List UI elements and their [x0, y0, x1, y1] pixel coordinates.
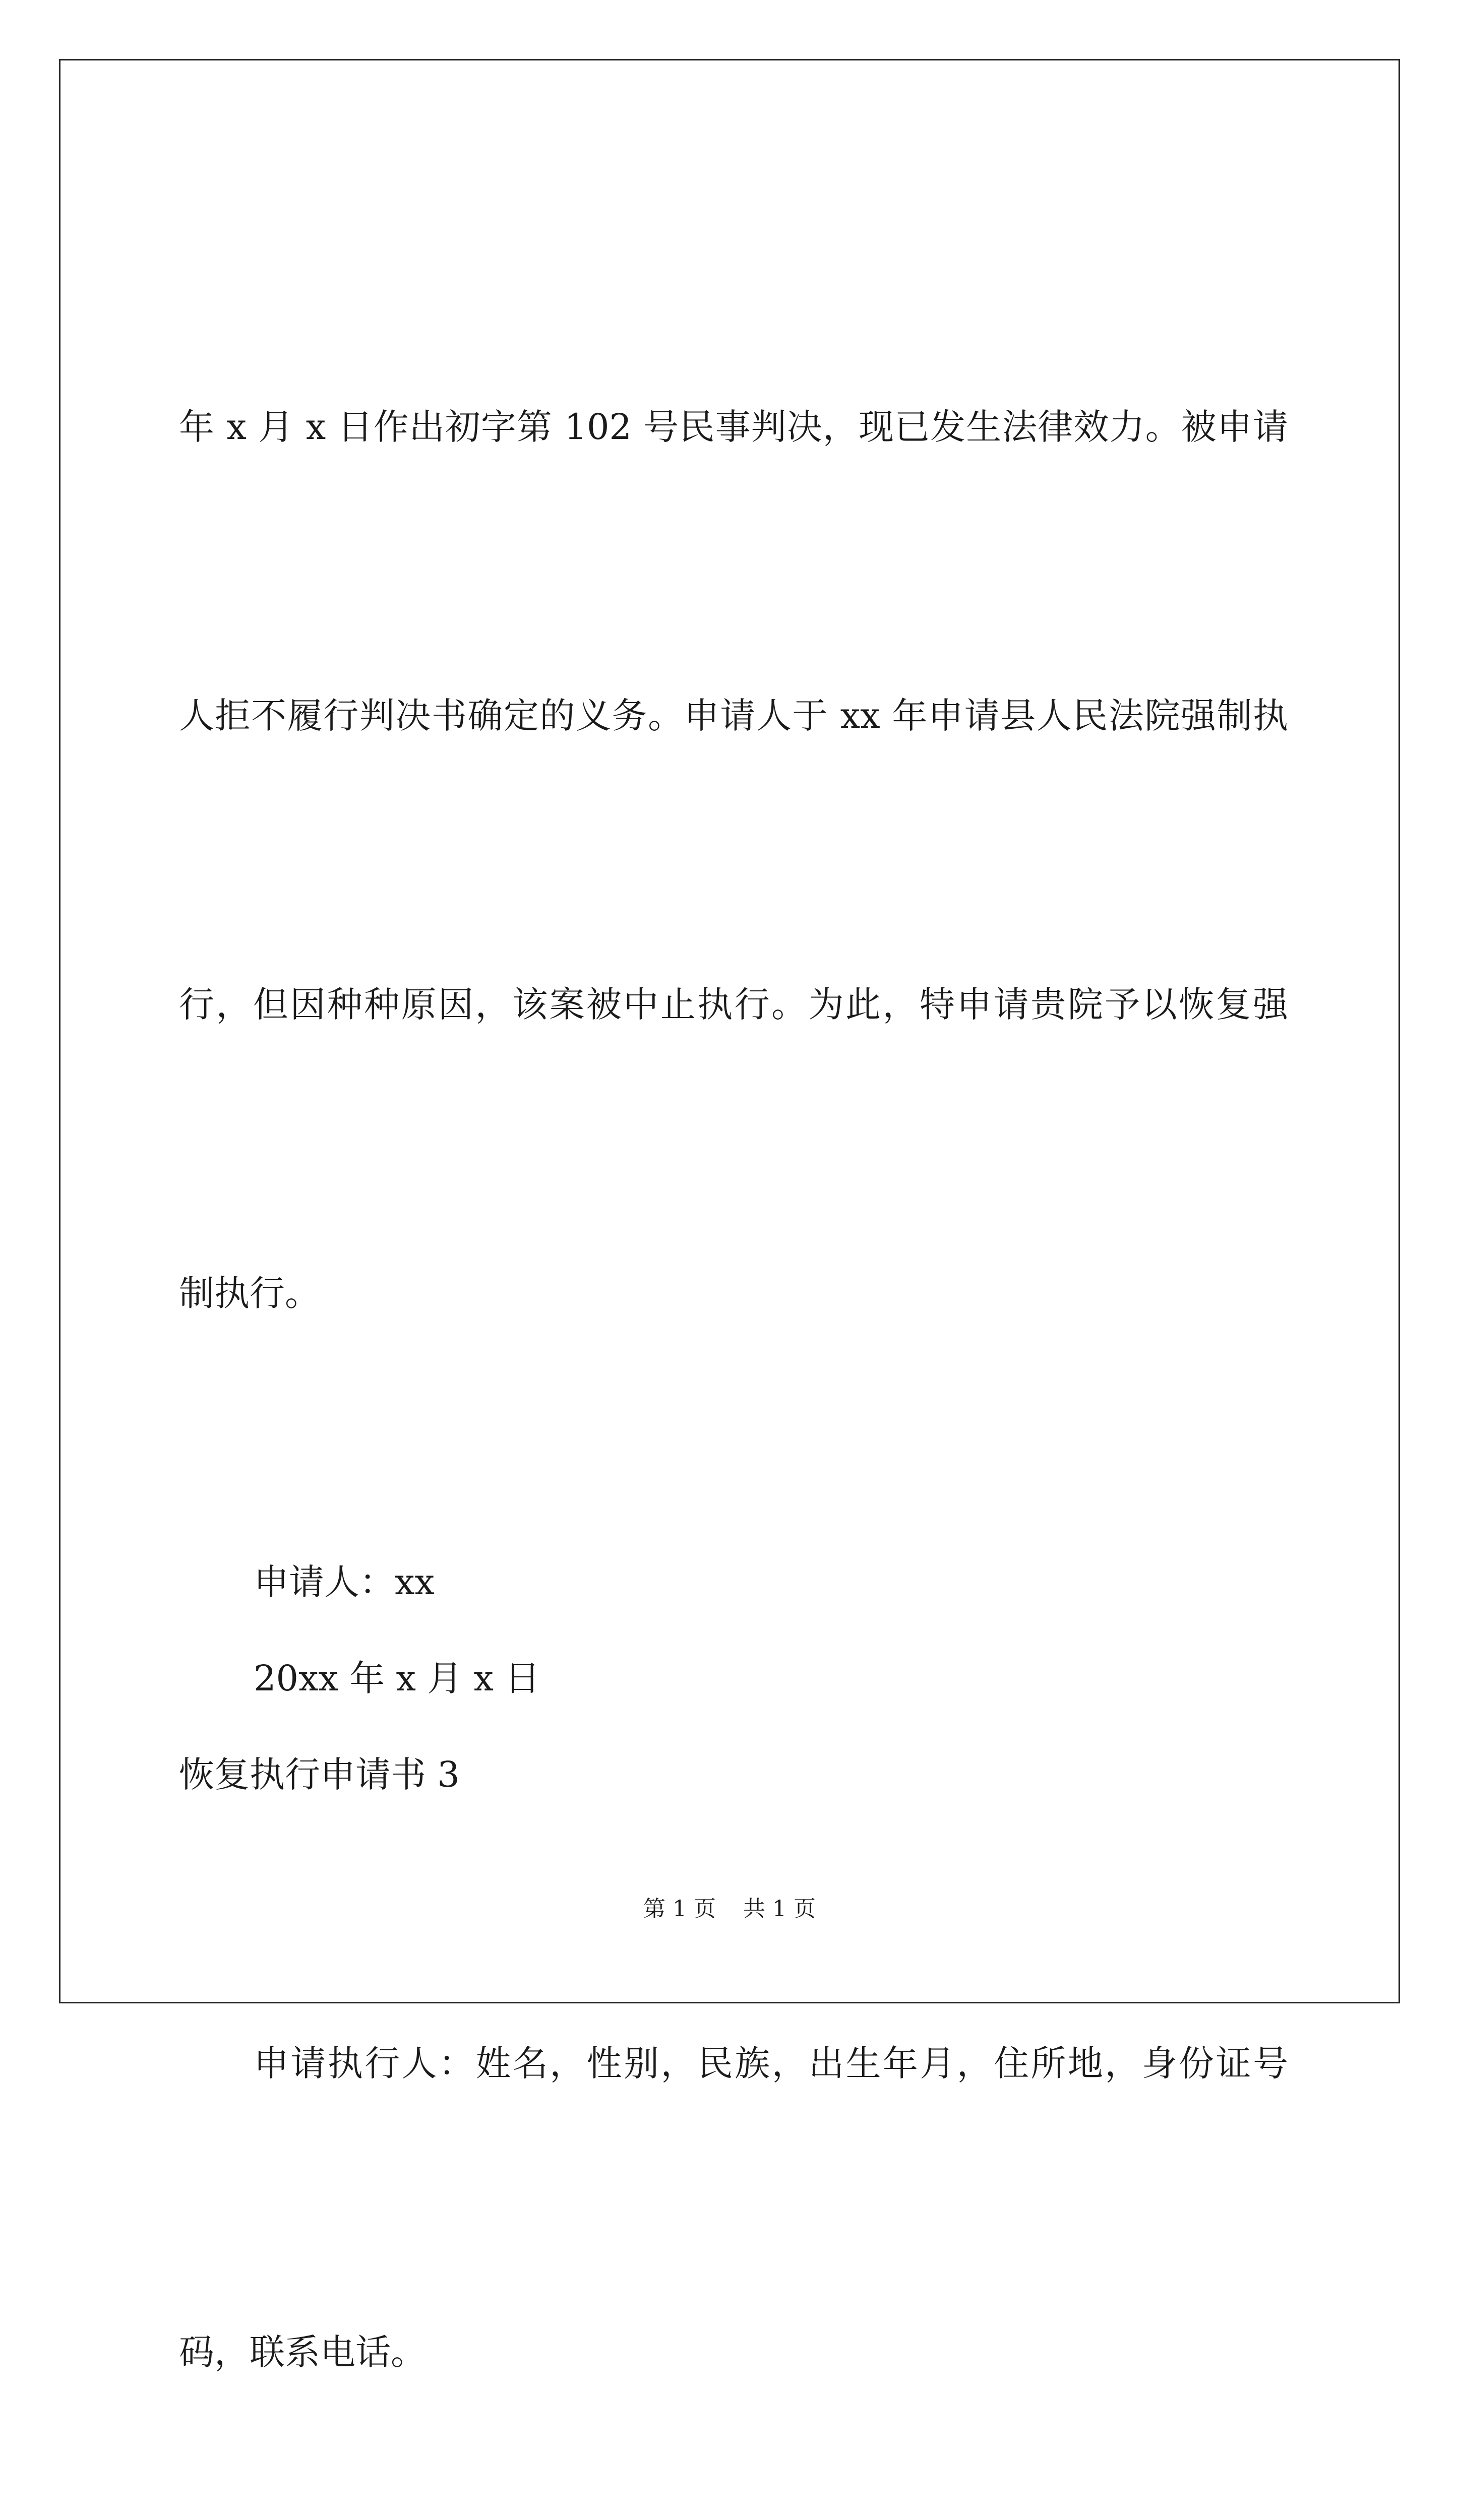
document-body	[179, 186, 1288, 2520]
text-line: 码，联系电话。	[179, 2332, 426, 2373]
text-line: 申请执行人：姓名，性别，民族，出生年月，住所地，身份证号	[254, 2043, 1288, 2084]
paragraph-applicant-info	[179, 1823, 1288, 2520]
page-total: 共 1 页	[743, 1896, 816, 1922]
page-footer	[0, 1894, 1459, 1924]
text-line: 制执行。	[179, 1273, 320, 1314]
page-number: 第 1 页	[643, 1896, 716, 1922]
section-title: 恢复执行申请书 3	[179, 1754, 460, 1795]
text-line: 行，但因种种原因，该案被中止执行。为此，特申请贵院予以恢复强	[179, 984, 1288, 1025]
text-line: 人拒不履行判决书确定的义务。申请人于 xx 年申请县人民法院强制执	[179, 695, 1288, 736]
paragraph-judgment	[179, 186, 1288, 1534]
applicant-signature: 申请人：xx	[254, 1561, 435, 1603]
signature-date: 20xx 年 x 月 x 日	[254, 1658, 540, 1699]
text-line: 年 x 月 x 日作出初字第 102 号民事判决，现已发生法律效力。被申请	[179, 406, 1288, 448]
